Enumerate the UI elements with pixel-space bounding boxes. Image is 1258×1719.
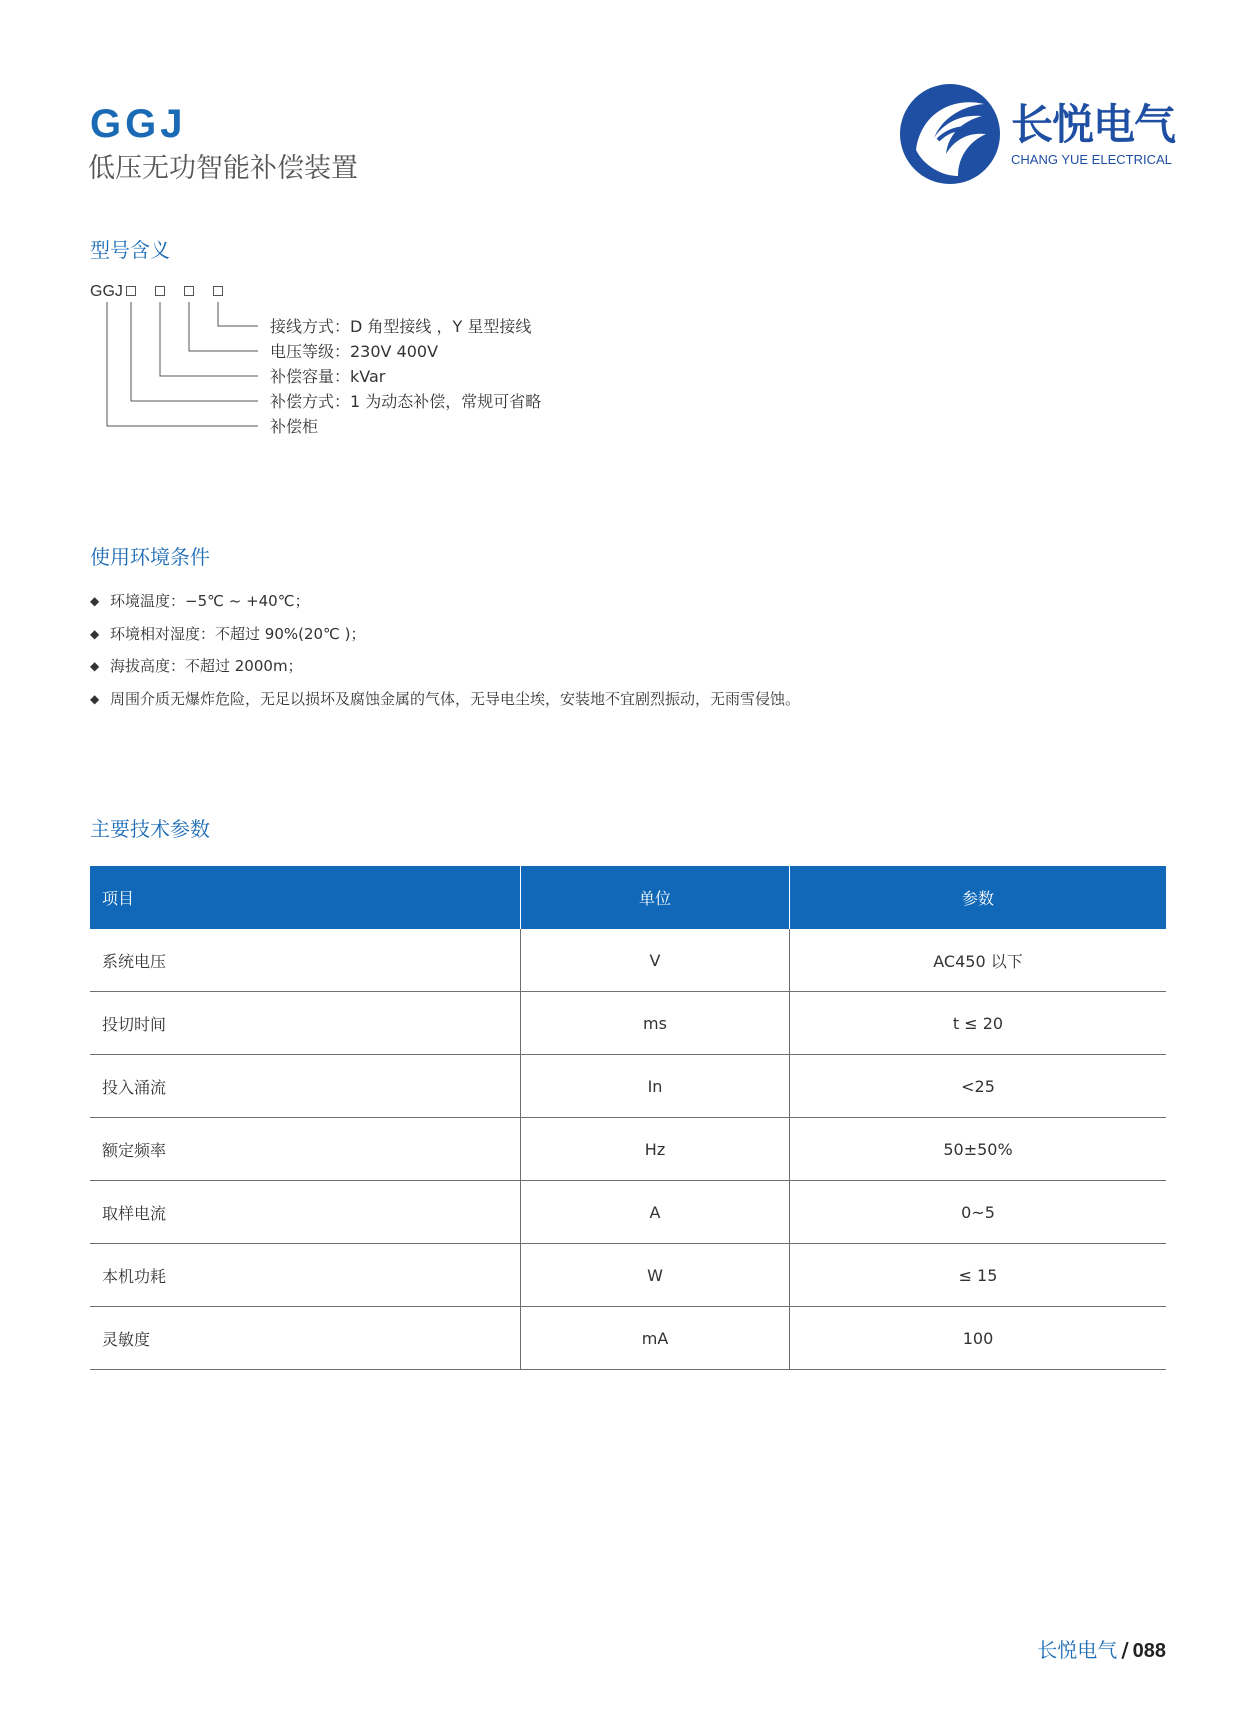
table-row xyxy=(90,1244,1166,1307)
cell-item: 灵敏度 xyxy=(90,1307,521,1370)
cell-value: 50±50% xyxy=(790,1118,1167,1181)
model-diagram xyxy=(90,282,650,442)
model-placeholder-box xyxy=(155,286,165,296)
cell-value: t ≤ 20 xyxy=(790,992,1167,1055)
column-header-value: 参数 xyxy=(790,866,1167,929)
model-prefix: GGJ xyxy=(90,283,123,300)
model-meaning-title: 型号含义 xyxy=(90,238,170,262)
cell-value: <25 xyxy=(790,1055,1167,1118)
table-row xyxy=(90,929,1166,992)
list-item: ◆ 环境温度：−5℃ ~ +40℃； xyxy=(90,592,310,610)
company-logo xyxy=(898,82,1176,186)
product-code: GGJ xyxy=(90,102,187,146)
table-row xyxy=(90,1055,1166,1118)
list-item: ◆ 海拔高度：不超过 2000m； xyxy=(90,657,303,675)
column-header-item: 项目 xyxy=(90,866,521,929)
cell-item: 投切时间 xyxy=(90,992,521,1055)
model-desc-capacity: 补偿容量：kVar xyxy=(270,367,386,386)
diamond-bullet-icon: ◆ xyxy=(90,691,100,706)
column-header-unit: 单位 xyxy=(521,866,790,929)
model-desc-wiring: 接线方式：D 角型接线 ，Y 星型接线 xyxy=(270,317,532,336)
product-name: 低压无功智能补偿装置 xyxy=(88,153,358,184)
cell-value: AC450 以下 xyxy=(790,929,1167,992)
footer-brand: 长悦电气 xyxy=(1037,1638,1118,1662)
cell-unit: V xyxy=(521,929,790,992)
specs-table xyxy=(90,866,1166,1370)
model-placeholder-box xyxy=(213,286,223,296)
list-item: ◆ 环境相对湿度：不超过 90%(20℃ )； xyxy=(90,624,366,643)
specs-title: 主要技术参数 xyxy=(90,817,210,841)
model-desc-cabinet: 补偿柜 xyxy=(270,417,319,436)
table-row xyxy=(90,1118,1166,1181)
logo-name-en: CHANG YUE ELECTRICAL xyxy=(1011,152,1172,167)
diamond-bullet-icon: ◆ xyxy=(90,594,100,608)
table-row xyxy=(90,1307,1166,1370)
table-header-row xyxy=(90,866,1166,929)
cell-unit: Hz xyxy=(521,1118,790,1181)
diamond-bullet-icon: ◆ xyxy=(90,659,100,673)
model-desc-mode: 补偿方式：1 为动态补偿，常规可省略 xyxy=(270,392,542,411)
cell-item: 投入涌流 xyxy=(90,1055,521,1118)
cell-unit: In xyxy=(521,1055,790,1118)
cell-unit: A xyxy=(521,1181,790,1244)
cell-value: 0~5 xyxy=(790,1181,1167,1244)
cell-item: 系统电压 xyxy=(90,929,521,992)
model-placeholder-box xyxy=(184,286,194,296)
model-placeholder-box xyxy=(126,286,136,296)
list-item: ◆ 周围介质无爆炸危险，无足以损坏及腐蚀金属的气体，无导电尘埃，安装地不宜剧烈振动，无雨雪侵蚀。 xyxy=(90,689,801,708)
eagle-emblem-icon xyxy=(898,82,1002,186)
cell-unit: mA xyxy=(521,1307,790,1370)
cell-value: ≤ 15 xyxy=(790,1244,1167,1307)
cell-unit: W xyxy=(521,1244,790,1307)
footer-separator: / xyxy=(1121,1638,1129,1662)
cell-item: 本机功耗 xyxy=(90,1244,521,1307)
model-connector-lines xyxy=(90,282,270,442)
model-desc-voltage: 电压等级：230V 400V xyxy=(270,342,439,361)
cell-item: 取样电流 xyxy=(90,1181,521,1244)
cell-unit: ms xyxy=(521,992,790,1055)
page-number: 088 xyxy=(1132,1640,1166,1662)
diamond-bullet-icon: ◆ xyxy=(90,626,100,641)
environment-title: 使用环境条件 xyxy=(90,545,210,569)
table-row xyxy=(90,1181,1166,1244)
cell-item: 额定频率 xyxy=(90,1118,521,1181)
table-row xyxy=(90,992,1166,1055)
page-footer xyxy=(1037,1638,1166,1663)
logo-name-cn: 长悦电气 xyxy=(1011,100,1176,149)
environment-list xyxy=(90,592,800,722)
cell-value: 100 xyxy=(790,1307,1167,1370)
